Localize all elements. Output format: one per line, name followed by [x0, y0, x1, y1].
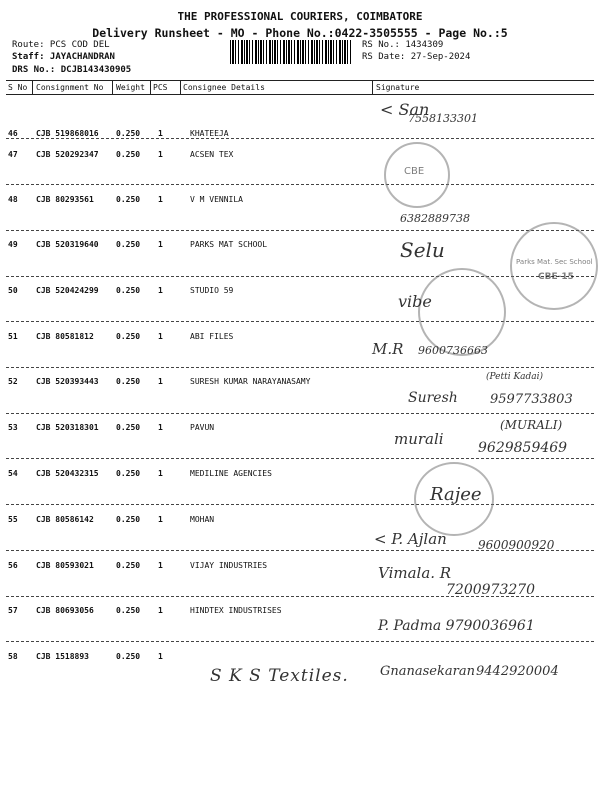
row-sno: 50 — [8, 286, 18, 295]
delivery-stamp — [384, 142, 450, 208]
col-divider — [150, 80, 151, 94]
handwritten-phone: 9600900920 — [478, 538, 555, 552]
row-pcs: 1 — [158, 150, 163, 159]
row-separator — [6, 321, 594, 322]
row-consignee: STUDIO 59 — [190, 286, 234, 295]
signature-handwriting: < P. Ajlan — [374, 530, 447, 548]
row-separator — [6, 184, 594, 185]
row-sno: 51 — [8, 332, 18, 341]
row-weight: 0.250 — [116, 129, 141, 138]
row-pcs: 1 — [158, 195, 163, 204]
row-consignee: PARKS MAT SCHOOL — [190, 240, 268, 249]
row-separator — [6, 458, 594, 459]
row-pcs: 1 — [158, 332, 163, 341]
table-top-border — [6, 80, 594, 81]
row-consignment: CJB 520292347 — [36, 150, 99, 159]
row-pcs: 1 — [158, 606, 163, 615]
row-separator — [6, 504, 594, 505]
signature-handwriting: Selu — [400, 238, 445, 262]
row-pcs: 1 — [158, 652, 163, 661]
row-consignment: CJB 520432315 — [36, 469, 99, 478]
row-weight: 0.250 — [116, 606, 141, 615]
row-consignee: KHATEEJA — [190, 129, 229, 138]
signature-handwriting: M.R — [372, 340, 404, 358]
row-weight: 0.250 — [116, 332, 141, 341]
row-sno: 58 — [8, 652, 18, 661]
row-pcs: 1 — [158, 286, 163, 295]
col-header-pcs: PCS — [153, 83, 168, 92]
row-consignee: MOHAN — [190, 515, 215, 524]
row-consignee: MEDILINE AGENCIES — [190, 469, 272, 478]
col-divider — [32, 80, 33, 94]
stamp-text: CBE-15 — [538, 272, 574, 282]
row-consignee: SURESH KUMAR NARAYANASAMY — [190, 377, 311, 386]
row-consignment: CJB 80593021 — [36, 561, 94, 570]
row-sno: 56 — [8, 561, 18, 570]
row-separator — [6, 138, 594, 139]
barcode — [230, 40, 352, 64]
row-consignment: CJB 520393443 — [36, 377, 99, 386]
signature-handwriting: Gnanasekaran — [380, 664, 475, 679]
row-separator — [6, 230, 594, 231]
row-consignee: V M VENNILA — [190, 195, 243, 204]
stamp-text: CBE — [404, 166, 425, 177]
row-sno: 48 — [8, 195, 18, 204]
handwritten-phone: 9629859469 — [478, 440, 568, 456]
row-separator — [6, 413, 594, 414]
signature-handwriting: murali — [394, 430, 444, 448]
handwritten-consignee: S K S Textiles. — [210, 666, 349, 686]
row-sno: 55 — [8, 515, 18, 524]
courier-stamp — [418, 268, 506, 356]
staff-label: Staff: JAYACHANDRAN — [12, 52, 115, 62]
row-weight: 0.250 — [116, 195, 141, 204]
row-weight: 0.250 — [116, 240, 141, 249]
table-row — [0, 150, 600, 196]
handwritten-phone: 7200973270 — [446, 582, 536, 598]
row-weight: 0.250 — [116, 377, 141, 386]
handwritten-phone: 9600736663 — [418, 344, 488, 357]
row-weight: 0.250 — [116, 652, 141, 661]
row-consignment: CJB 80293561 — [36, 195, 94, 204]
signature-handwriting: vibe — [398, 292, 432, 311]
handwritten-note: (MURALI) — [500, 418, 563, 432]
handwritten-phone: 9597733803 — [490, 392, 573, 407]
row-consignment: CJB 520318301 — [36, 423, 99, 432]
drs-number: DRS No.: DCJB143430905 — [12, 65, 132, 75]
table-header-border — [6, 94, 594, 95]
row-sno: 53 — [8, 423, 18, 432]
route-label: Route: PCS COD DEL — [12, 40, 110, 50]
handwritten-phone: 7558133301 — [408, 112, 478, 125]
row-consignee: VIJAY INDUSTRIES — [190, 561, 268, 570]
row-sno: 52 — [8, 377, 18, 386]
row-weight: 0.250 — [116, 286, 141, 295]
table-row — [0, 286, 600, 332]
row-consignee: HINDTEX INDUSTRISES — [190, 606, 282, 615]
row-consignment: CJB 520319640 — [36, 240, 99, 249]
row-consignment: CJB 520424299 — [36, 286, 99, 295]
col-header-consignment: Consignment No — [36, 83, 104, 92]
row-pcs: 1 — [158, 469, 163, 478]
row-consignment: CJB 1518893 — [36, 652, 89, 661]
row-consignee: PAVUN — [190, 423, 215, 432]
row-weight: 0.250 — [116, 515, 141, 524]
row-sno: 46 — [8, 129, 18, 138]
table-row — [0, 195, 600, 241]
row-consignment: CJB 80581812 — [36, 332, 94, 341]
row-pcs: 1 — [158, 377, 163, 386]
document-title: THE PROFESSIONAL COURIERS, COIMBATORE — [177, 10, 423, 23]
rs-number: RS No.: 1434309 — [362, 40, 444, 50]
row-consignment: CJB 519868016 — [36, 129, 99, 138]
row-weight: 0.250 — [116, 561, 141, 570]
rs-date: RS Date: 27-Sep-2024 — [362, 52, 471, 62]
row-weight: 0.250 — [116, 150, 141, 159]
signature-handwriting: < San — [380, 100, 430, 119]
row-pcs: 1 — [158, 423, 163, 432]
stamp-text: Parks Mat. Sec School — [516, 258, 593, 266]
runsheet-subtitle: Delivery Runsheet - MO - Phone No.:0422-3505555 - Page No.:5 — [92, 26, 508, 40]
row-pcs: 1 — [158, 129, 163, 138]
col-divider — [180, 80, 181, 94]
handwritten-phone: 6382889738 — [400, 212, 470, 225]
signature-handwriting: Vimala. R — [378, 564, 452, 582]
table-row — [0, 469, 600, 515]
col-header-weight: Weight — [116, 83, 145, 92]
row-weight: 0.250 — [116, 423, 141, 432]
row-consignment: CJB 80693056 — [36, 606, 94, 615]
col-divider — [112, 80, 113, 94]
row-consignee: ABI FILES — [190, 332, 234, 341]
signature-handwriting: Suresh — [408, 390, 458, 406]
row-separator — [6, 367, 594, 368]
signature-handwriting: P. Padma 9790036961 — [378, 618, 535, 634]
col-divider — [372, 80, 373, 94]
row-pcs: 1 — [158, 515, 163, 524]
row-sno: 57 — [8, 606, 18, 615]
signature-handwriting: Rajee — [430, 484, 482, 505]
col-header-signature: Signature — [376, 83, 420, 92]
row-separator — [6, 276, 594, 277]
row-sno: 54 — [8, 469, 18, 478]
col-header-sno: S No — [8, 83, 28, 92]
row-consignee: ACSEN TEX — [190, 150, 234, 159]
row-sno: 49 — [8, 240, 18, 249]
row-separator — [6, 641, 594, 642]
handwritten-phone: 9442920004 — [476, 664, 559, 679]
school-stamp — [510, 222, 598, 310]
row-weight: 0.250 — [116, 469, 141, 478]
row-consignment: CJB 80586142 — [36, 515, 94, 524]
row-sno: 47 — [8, 150, 18, 159]
handwritten-note: (Petti Kadai) — [486, 372, 544, 382]
row-pcs: 1 — [158, 561, 163, 570]
col-header-consignee: Consignee Details — [183, 83, 265, 92]
row-pcs: 1 — [158, 240, 163, 249]
